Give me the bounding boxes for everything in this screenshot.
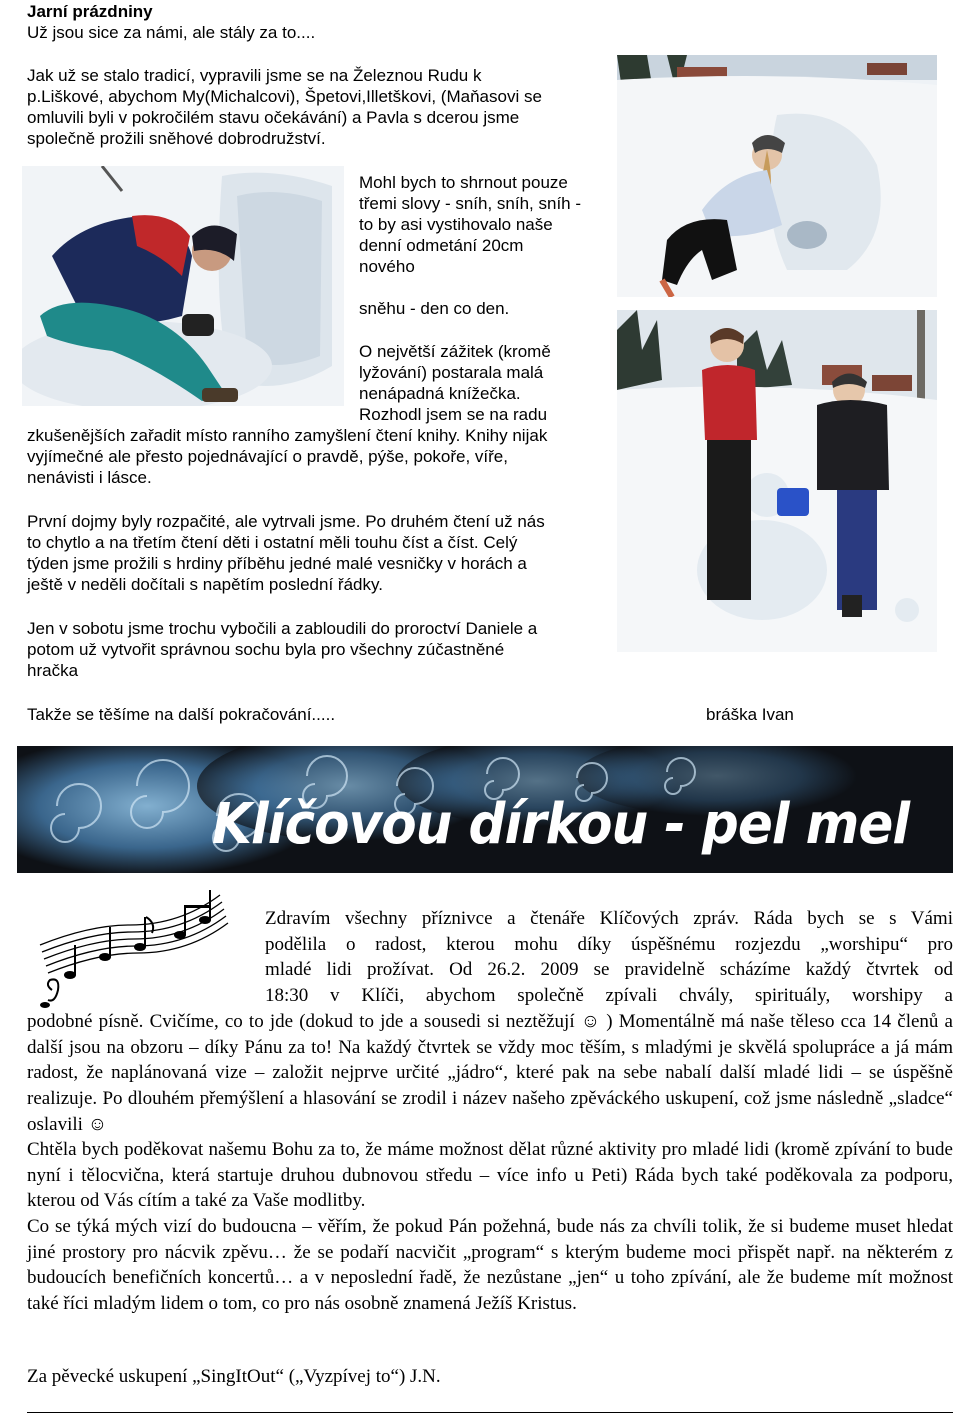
snow-line: sněhu - den co den. [359, 299, 510, 318]
banner-title: Klíčovou dírkou - pel mel [212, 792, 910, 857]
article-1-subtitle: Už jsou sice za námi, ale stály za to.... [27, 23, 316, 42]
impressions-line: ještě v neděli dočítali s napětím poslední řádky. [27, 575, 383, 594]
experience-line: Rozhodl jsem se na radu [359, 405, 548, 424]
saturday-line: potom už vytvořit správnou sochu byla pro všechny zúčastněné [27, 640, 505, 659]
impressions-line: První dojmy byly rozpačité, ale vytrvali jsme. Po druhém čtení už nás [27, 512, 545, 531]
snow-line: to by asi vystihovalo naše [359, 215, 553, 234]
snow-line: Mohl bych to shrnout pouze [359, 173, 568, 192]
snow-line: třemi slovy - sníh, sníh, sníh - [359, 194, 582, 213]
experience-line: O největší zážitek (kromě [359, 342, 551, 361]
intro-line: Jak už se stalo tradicí, vypravili jsme se na Železnou Rudu k [27, 66, 482, 85]
experience-line: nenápadná knížečka. [359, 384, 521, 403]
snow-line: denní odmetání 20cm [359, 236, 524, 255]
article-2-intro-line: 18:30 v Klíči, abychom společně zpívali chvály, spirituály, worshipy a [265, 985, 953, 1006]
photo-girl-crawling-igloo [617, 55, 937, 297]
saturday-line: Jen v sobotu jsme trochu vybočili a zabloudili do proroctví Daniele a [27, 619, 538, 638]
books-line: vyjímečné ale přesto pojednávající o pravdě, pýše, pokoře, víře, [27, 447, 508, 466]
experience-line: lyžování) postarala malá [359, 363, 544, 382]
music-notes-icon [30, 885, 230, 1010]
article-2-intro-line: podělila o radost, kterou mohu díky úspěšnému rozjezdu „worshipu“ pro [265, 934, 953, 955]
intro-line: společně prožili sněhové dobrodružství. [27, 129, 326, 148]
section-banner [17, 746, 953, 873]
author-signature: bráška Ivan [706, 705, 794, 724]
article-2-signature: Za pěvecké uskupení „SingItOut“ („Vyzpívej to“) J.N. [27, 1366, 441, 1387]
photo-two-boys-snowman [617, 310, 937, 652]
saturday-line: hračka [27, 661, 79, 680]
article-2-paragraph: Co se týká mých vizí do budoucna – věřím, že pokud Pán požehná, bude nás za chvíli tolik, že si budeme muset hledat jiné prostory pro nácvik zpěvu… že se podaří nacvičit „program“ s kterým budeme moci přispět např. na některém z budoucích benefičních koncertů… a v neposlední řadě, že nezůstane „jen“ u toho zpívání, ale že budeme mít možnost také říci mladým lidem o tom, co pro nás osobně znamená Ježíš Kristus. [27, 1216, 953, 1315]
snow-line: nového [359, 257, 415, 276]
article-2-intro-line: Zdravím všechny příznivce a čtenáře Klíčových zpráv. Ráda bych se s Vámi [265, 908, 953, 929]
impressions-line: to chytlo a na třetím čtení děti i ostatní měli touhu číst a číst. Celý [27, 533, 518, 552]
intro-line: omluvili byli v pokročilém stavu očekávání) a Pavla s dcerou jsme [27, 108, 520, 127]
impressions-line: týden jsme prožili s hrdiny příběhu jedné malé vesničky v horách a [27, 554, 527, 573]
closing-line: Takže se těšíme na další pokračování..... [27, 705, 336, 724]
article-2-paragraph: podobné písně. Cvičíme, co to jde (dokud to jde a sousedi si neztěžují ☺ ) Momentálně má naše těleso cca 14 členů a další jsou na obzoru – díky Pánu za to! Na každý čtvrtek se vždy moc těším, s mladými je skvělá spolupráce a já mám radost, že naplánovaná vize – založit nejprve určité „jádro“, které pak na sebe nabalí další mladé lidi – se úspěšně realizuje. Po dlouhém přemýšlení a hlasování se zrodil i název našeho zpěváckého uskupení, což jsme následně „sladce“ oslavili ☺ [27, 1011, 953, 1135]
article-1-heading: Jarní prázdniny [27, 2, 153, 21]
photo-boy-digging-snow [22, 166, 344, 406]
books-line: zkušenějších zařadit místo ranního zamyšlení čtení knihy. Knihy nijak [27, 426, 548, 445]
books-line: nenávisti i lásce. [27, 468, 152, 487]
footer-divider [27, 1412, 953, 1413]
article-2-paragraph: Chtěla bych poděkovat našemu Bohu za to, že máme možnost dělat různé aktivity pro mladé lidi (kromě zpívání to bude nyní i tělocvična, která startuje druhou dubnovou středu – více info u Peti) Ráda bych také poděkovala za podporu, kterou od Vás cítím a také za Vaše modlitby. [27, 1139, 953, 1212]
intro-line: p.Liškové, abychom My(Michalcovi), Špetovi,Illetškovi, (Maňasovi se [27, 87, 542, 106]
article-2-intro-line: mladé lidi prožívat. Od 26.2. 2009 se pravidelně scházíme každý čtvrtek od [265, 959, 953, 980]
